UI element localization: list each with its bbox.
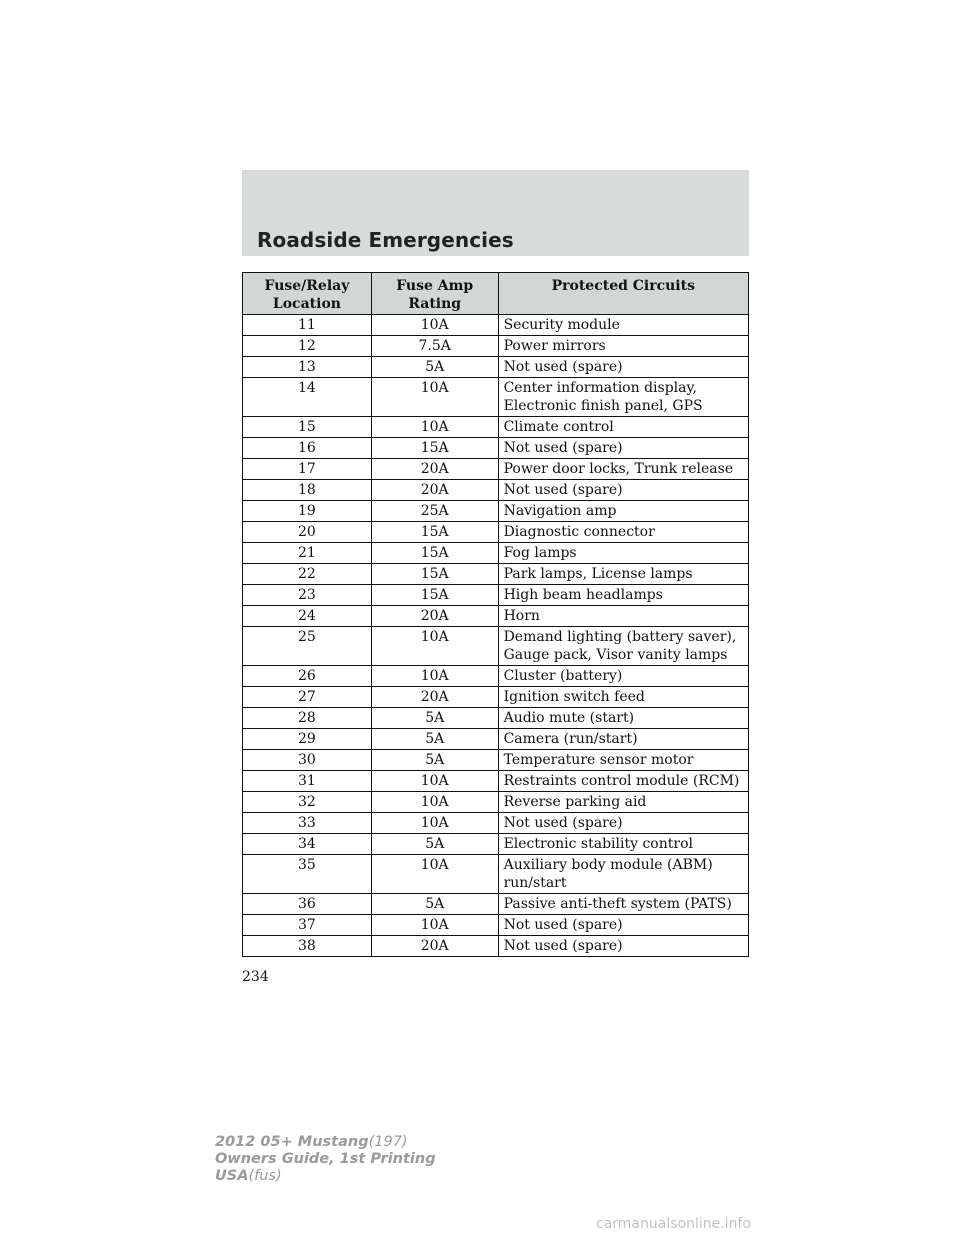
protected-circuits-cell: Center information display, Electronic finish panel, GPS [498, 378, 748, 417]
protected-circuits-cell: Ignition switch feed [498, 687, 748, 708]
fuse-amp-cell: 20A [371, 606, 498, 627]
fuse-location-cell: 13 [243, 357, 372, 378]
fuse-location-cell: 18 [243, 480, 372, 501]
fuse-amp-cell: 5A [371, 834, 498, 855]
fuse-location-cell: 34 [243, 834, 372, 855]
fuse-location-cell: 28 [243, 708, 372, 729]
table-row [243, 438, 749, 459]
table-row [243, 687, 749, 708]
fuse-amp-cell: 7.5A [371, 336, 498, 357]
footer-market: USA [215, 1168, 249, 1184]
protected-circuits-cell: Electronic stability control [498, 834, 748, 855]
table-row [243, 543, 749, 564]
fuse-location-cell: 16 [243, 438, 372, 459]
fuse-location-cell: 35 [243, 855, 372, 894]
protected-circuits-cell: Restraints control module (RCM) [498, 771, 748, 792]
table-row [243, 501, 749, 522]
fuse-table-body [243, 315, 749, 957]
protected-circuits-cell: Power door locks, Trunk release [498, 459, 748, 480]
fuse-location-cell: 32 [243, 792, 372, 813]
fuse-location-cell: 24 [243, 606, 372, 627]
table-row [243, 357, 749, 378]
fuse-location-cell: 17 [243, 459, 372, 480]
fuse-location-cell: 33 [243, 813, 372, 834]
fuse-location-cell: 25 [243, 627, 372, 666]
fuse-amp-cell: 10A [371, 915, 498, 936]
table-row [243, 522, 749, 543]
protected-circuits-cell: Audio mute (start) [498, 708, 748, 729]
footer-guide: Owners Guide, 1st Printing [215, 1151, 436, 1167]
protected-circuits-cell: Fog lamps [498, 543, 748, 564]
fuse-amp-cell: 15A [371, 438, 498, 459]
fuse-location-cell: 30 [243, 750, 372, 771]
protected-circuits-cell: Not used (spare) [498, 480, 748, 501]
table-header-row [243, 273, 749, 315]
fuse-amp-cell: 5A [371, 729, 498, 750]
fuse-amp-cell: 10A [371, 417, 498, 438]
table-row [243, 771, 749, 792]
protected-circuits-cell: Park lamps, License lamps [498, 564, 748, 585]
header-amp-rating: Fuse Amp Rating [371, 273, 498, 315]
fuse-amp-cell: 15A [371, 564, 498, 585]
fuse-location-cell: 36 [243, 894, 372, 915]
header-location: Fuse/Relay Location [243, 273, 372, 315]
table-row [243, 894, 749, 915]
protected-circuits-cell: Passive anti-theft system (PATS) [498, 894, 748, 915]
protected-circuits-cell: Demand lighting (battery saver), Gauge pack, Visor vanity lamps [498, 627, 748, 666]
table-row [243, 915, 749, 936]
protected-circuits-cell: Auxiliary body module (ABM) run/start [498, 855, 748, 894]
protected-circuits-cell: Horn [498, 606, 748, 627]
page-number: 234 [242, 969, 269, 985]
fuse-location-cell: 15 [243, 417, 372, 438]
fuse-location-cell: 37 [243, 915, 372, 936]
protected-circuits-cell: Camera (run/start) [498, 729, 748, 750]
table-row [243, 606, 749, 627]
table-row [243, 834, 749, 855]
table-row [243, 813, 749, 834]
fuse-amp-cell: 25A [371, 501, 498, 522]
fuse-table [242, 272, 749, 957]
protected-circuits-cell: Diagnostic connector [498, 522, 748, 543]
table-row [243, 708, 749, 729]
fuse-location-cell: 19 [243, 501, 372, 522]
fuse-location-cell: 11 [243, 315, 372, 336]
fuse-amp-cell: 20A [371, 480, 498, 501]
table-row [243, 336, 749, 357]
fuse-amp-cell: 5A [371, 357, 498, 378]
table-row [243, 936, 749, 957]
section-title: Roadside Emergencies [257, 228, 514, 252]
watermark: carmanualsonline.info [596, 1216, 751, 1232]
table-row [243, 459, 749, 480]
fuse-location-cell: 12 [243, 336, 372, 357]
fuse-location-cell: 26 [243, 666, 372, 687]
fuse-amp-cell: 10A [371, 378, 498, 417]
fuse-location-cell: 38 [243, 936, 372, 957]
fuse-location-cell: 14 [243, 378, 372, 417]
protected-circuits-cell: Not used (spare) [498, 936, 748, 957]
fuse-location-cell: 29 [243, 729, 372, 750]
protected-circuits-cell: Climate control [498, 417, 748, 438]
print-footer [215, 1134, 436, 1185]
header-protected-circuits: Protected Circuits [498, 273, 748, 315]
fuse-amp-cell: 5A [371, 894, 498, 915]
fuse-amp-cell: 10A [371, 771, 498, 792]
fuse-location-cell: 20 [243, 522, 372, 543]
fuse-amp-cell: 10A [371, 792, 498, 813]
fuse-amp-cell: 15A [371, 522, 498, 543]
fuse-amp-cell: 20A [371, 687, 498, 708]
protected-circuits-cell: Not used (spare) [498, 438, 748, 459]
fuse-amp-cell: 20A [371, 459, 498, 480]
protected-circuits-cell: Not used (spare) [498, 813, 748, 834]
fuse-amp-cell: 5A [371, 750, 498, 771]
table-row [243, 627, 749, 666]
fuse-location-cell: 22 [243, 564, 372, 585]
fuse-amp-cell: 5A [371, 708, 498, 729]
protected-circuits-cell: Not used (spare) [498, 357, 748, 378]
footer-model-code: (197) [368, 1134, 408, 1150]
protected-circuits-cell: Navigation amp [498, 501, 748, 522]
fuse-amp-cell: 10A [371, 315, 498, 336]
protected-circuits-cell: Security module [498, 315, 748, 336]
table-row [243, 729, 749, 750]
fuse-location-cell: 27 [243, 687, 372, 708]
fuse-amp-cell: 10A [371, 627, 498, 666]
table-row [243, 585, 749, 606]
footer-market-code: (fus) [248, 1168, 282, 1184]
table-row [243, 855, 749, 894]
fuse-amp-cell: 10A [371, 855, 498, 894]
fuse-location-cell: 21 [243, 543, 372, 564]
table-row [243, 315, 749, 336]
protected-circuits-cell: Temperature sensor motor [498, 750, 748, 771]
fuse-amp-cell: 15A [371, 585, 498, 606]
protected-circuits-cell: High beam headlamps [498, 585, 748, 606]
table-row [243, 750, 749, 771]
table-row [243, 417, 749, 438]
fuse-amp-cell: 15A [371, 543, 498, 564]
protected-circuits-cell: Reverse parking aid [498, 792, 748, 813]
table-row [243, 480, 749, 501]
fuse-amp-cell: 10A [371, 813, 498, 834]
table-row [243, 378, 749, 417]
table-row [243, 792, 749, 813]
fuse-location-cell: 23 [243, 585, 372, 606]
table-row [243, 564, 749, 585]
fuse-amp-cell: 20A [371, 936, 498, 957]
fuse-location-cell: 31 [243, 771, 372, 792]
table-row [243, 666, 749, 687]
footer-model: 2012 05+ Mustang [215, 1134, 369, 1150]
fuse-amp-cell: 10A [371, 666, 498, 687]
protected-circuits-cell: Cluster (battery) [498, 666, 748, 687]
protected-circuits-cell: Power mirrors [498, 336, 748, 357]
protected-circuits-cell: Not used (spare) [498, 915, 748, 936]
